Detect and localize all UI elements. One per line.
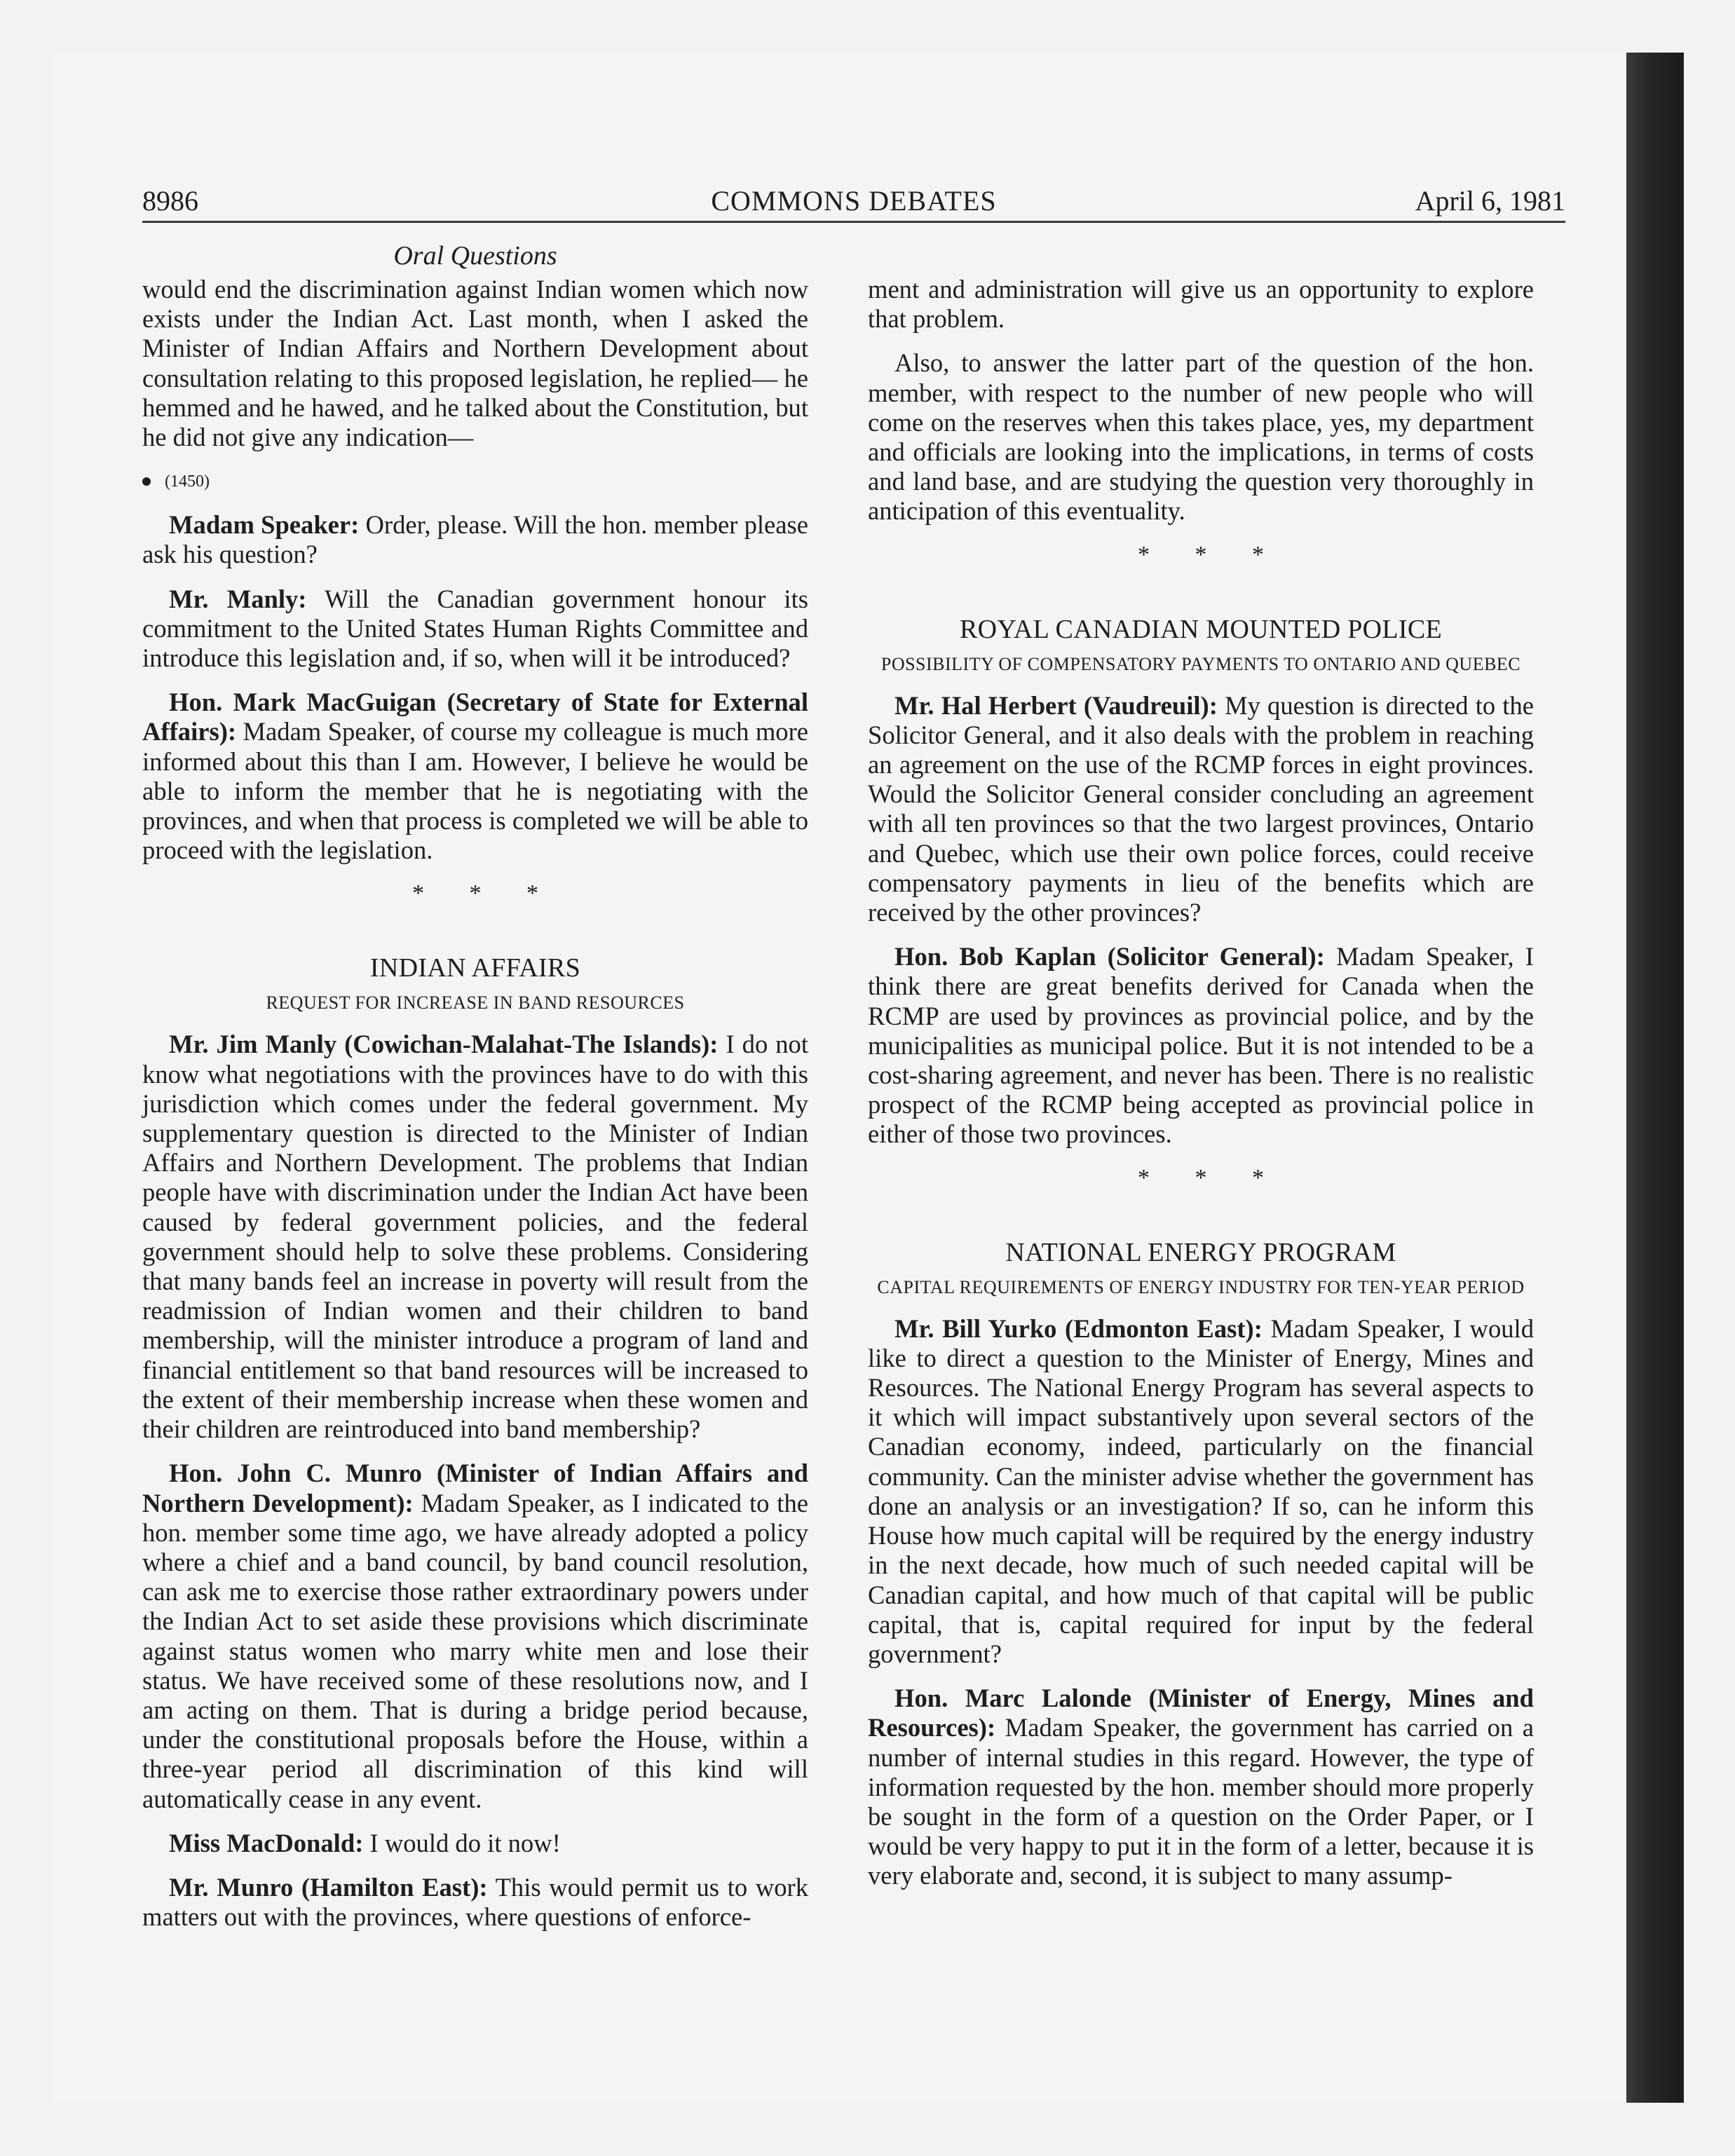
scanner-edge-shadow [1626, 53, 1684, 2103]
paragraph [868, 691, 1534, 928]
speech-text: I would do it now! [363, 1828, 561, 1857]
time-marker-label: (1450) [165, 472, 210, 491]
speech-text: Madam Speaker, of course my colleague is much more informed about this than I am. However, I believe he would be able to inform the member that he is negotiating with the provinces, and when that process is completed we will be able to proceed with the legislation. [142, 717, 808, 865]
speaker-name: Mr. Jim Manly (Cowichan-Malahat-The Islands): [169, 1030, 719, 1059]
section-heading: NATIONAL ENERGY PROGRAM [1005, 1237, 1396, 1267]
speaker-name: Hon. Mark MacGuigan (Secretary of State for External Affairs): [142, 688, 808, 746]
section-caption: Oral Questions [393, 241, 557, 271]
right-column [868, 275, 1534, 1906]
speaker-name: Mr. Munro (Hamilton East): [169, 1872, 488, 1902]
paragraph: Also, to answer the latter part of the question of the hon. member, with respect to the number of new people who will come on the reserves when this takes place, yes, my department and officials are looking into the implications, in terms of costs and land base, and are studying the question very thoroughly in anticipation of this eventuality. [868, 348, 1534, 526]
speech-text: Madam Speaker, I would like to direct a question to the Minister of Energy, Mines and Resources. The National Energy Program has several aspects to it which will impact substantively upon several sectors of the Canadian economy, indeed, particularly on the financial community. Can the minister advise whether the government has done an analysis or an investigation? If so, can he inform this House how much capital will be required by the energy industry in the next decade, how much of such needed capital will be Canadian capital, and how much of that capital will be public capital, that is, capital required for input by the federal government? [868, 1314, 1534, 1668]
speaker-name: Mr. Manly: [169, 584, 307, 613]
speaker-name: Miss MacDonald: [169, 1828, 364, 1857]
paragraph: would end the discrimination against Indian women which now exists under the Indian Act. Last month, when I asked the Minister of Indian Affairs and Northern Development about consultation relating to this proposed legislation, he replied— he hemmed and he hawed, and he talked about the Constitution, but he did not give any indication— [142, 275, 808, 452]
speech-text: Will the Canadian government honour its commitment to the United States Human Rights Committee and introduce this legislation and, if so, when will it be introduced? [142, 584, 808, 673]
section-subheading: REQUEST FOR INCREASE IN BAND RESOURCES [266, 992, 685, 1014]
paragraph [142, 1873, 808, 1932]
speaker-name: Mr. Bill Yurko (Edmonton East): [894, 1314, 1263, 1343]
paragraph [142, 688, 808, 865]
paragraph [868, 942, 1534, 1149]
paragraph [142, 585, 808, 674]
section-separator: * * * [1138, 541, 1284, 568]
paragraph [142, 1030, 808, 1444]
document-page [142, 184, 1565, 1932]
speech-text: Madam Speaker, as I indicated to the hon. member some time ago, we have already adopted a policy where a chief and a band council, by band council resolution, can ask me to exercise those rather extraordinary powers under the Indian Act to set aside these provisions which discriminate against status women who marry white men and lose their status. We have received some of these resolutions now, and I am acting on them. That is during a bridge period because, under the constitutional proposals before the House, within a three-year period all discrimination of this kind will automatically cease in any event. [142, 1488, 808, 1813]
paragraph [868, 1314, 1534, 1669]
speaker-name: Hon. Marc Lalonde (Minister of Energy, Mines and Resources): [868, 1684, 1534, 1742]
left-column [142, 275, 808, 1946]
speech-text: Order, please. Will the hon. member please ask his question? [142, 510, 808, 569]
section-separator: * * * [412, 880, 558, 907]
page-number: 8986 [142, 185, 198, 217]
paragraph: ment and administration will give us an opportunity to explore that problem. [868, 275, 1534, 334]
paragraph [142, 1829, 808, 1858]
page-date: April 6, 1981 [1415, 185, 1565, 217]
speech-text: Madam Speaker, I think there are great benefits derived for Canada when the RCMP are used by provinces as provincial police, and by the municipalities as municipal police. But it is not intended to be a cost-sharing agreement, and never has been. There is no realistic prospect of the RCMP being accepted as provincial police in either of those two provinces. [868, 942, 1534, 1149]
section-separator: * * * [1138, 1164, 1284, 1191]
time-marker [142, 467, 808, 496]
bullet-icon [142, 477, 151, 486]
speech-text: Madam Speaker, the government has carried on a number of internal studies in this regard. However, the type of information requested by the hon. member should more properly be sought in the form of a question on the Order Paper, or I would be very happy to put it in the form of a letter, because it is very elaborate and, second, it is subject to many assump- [868, 1713, 1534, 1890]
section-subheading: POSSIBILITY OF COMPENSATORY PAYMENTS TO ONTARIO AND QUEBEC [880, 653, 1521, 674]
speaker-name: Hon. John C. Munro (Minister of Indian Affairs and Northern Development): [142, 1459, 808, 1517]
section-heading: ROYAL CANADIAN MOUNTED POLICE [959, 614, 1443, 644]
running-head [142, 184, 1565, 219]
speech-text: I do not know what negotiations with the provinces have to do with this jurisdiction which comes under the federal government. My supplementary question is directed to the Minister of Indian Affairs and Northern Development. The problems that Indian people have with discrimination under the Indian Act have been caused by federal government policies, and the federal government should help to solve these problems. Considering that many bands feel an increase in poverty will result from the readmission of Indian women and their children to band membership, will the minister introduce a program of land and financial entitlement so that band resources will be increased to the extent of their membership increase when these women and their children are reintroduced into band membership? [142, 1030, 808, 1444]
speaker-name: Mr. Hal Herbert (Vaudreuil): [894, 690, 1218, 720]
paragraph [868, 1684, 1534, 1890]
speech-text: This would permit us to work matters out with the provinces, where questions of enforce- [142, 1872, 808, 1932]
paragraph [142, 1459, 808, 1813]
journal-title: COMMONS DEBATES [711, 185, 997, 217]
section-subheading: CAPITAL REQUIREMENTS OF ENERGY INDUSTRY FOR TEN-YEAR PERIOD [877, 1276, 1525, 1297]
speaker-name: Hon. Bob Kaplan (Solicitor General): [894, 942, 1325, 971]
section-heading: INDIAN AFFAIRS [369, 953, 581, 983]
speech-text: My question is directed to the Solicitor General, and it also deals with the problem in reaching an agreement on the use of the RCMP forces in eight provinces. Would the Solicitor General consider concluding an agreement with all ten provinces so that the two largest provinces, Ontario and Quebec, which use their own police forces, could receive compensatory payments in lieu of the benefits which are received by the other provinces? [868, 690, 1534, 927]
paragraph [142, 510, 808, 569]
speaker-name: Madam Speaker: [169, 510, 360, 540]
header-rule [142, 221, 1565, 223]
